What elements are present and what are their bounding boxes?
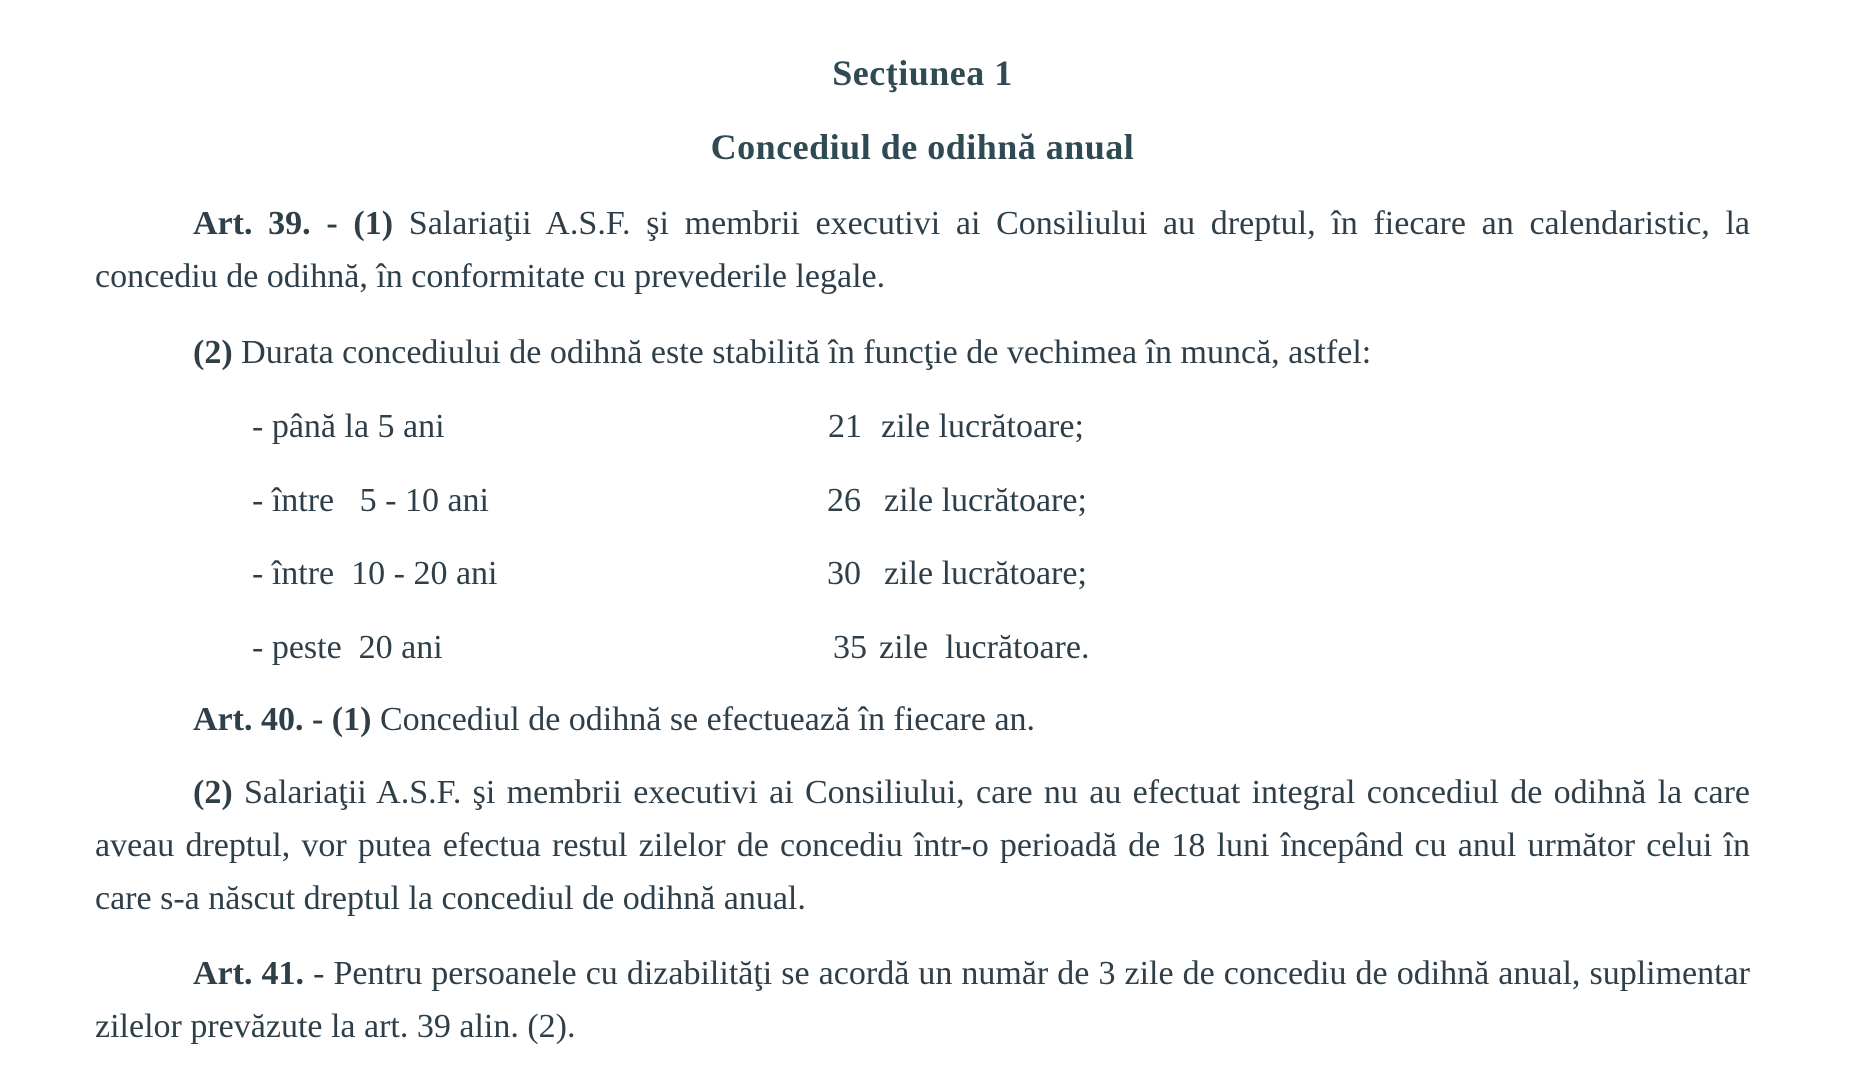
art39-paragraph-1 bbox=[95, 197, 1750, 303]
art40-p2-text: Salariaţii A.S.F. şi membrii executivi ai Consiliului, care nu au efectuat integral concediul de odihnă la care aveau dreptul, vor putea efectua restul zilelor de concediu într-o perioadă de 18 luni începând cu anul următor celui în care s-a născut dreptul la concediul de odihnă anual. bbox=[95, 774, 1750, 917]
item-label: - peste 20 ani bbox=[252, 629, 443, 666]
item-days: 35 bbox=[833, 629, 867, 666]
item-unit: zile lucrătoare; bbox=[881, 408, 1084, 445]
art39-p2-text: Durata concediului de odihnă este stabilită în funcţie de vechimea în muncă, astfel: bbox=[232, 334, 1372, 371]
art40-paragraph-2 bbox=[95, 766, 1750, 925]
art39-p1-text: Salariaţii A.S.F. şi membrii executivi ai Consiliului au dreptul, în fiecare an calendaristic, la concediu de odihnă, în conformitate cu prevederile legale. bbox=[95, 205, 1750, 295]
art40-p1-text: Concediul de odihnă se efectuează în fiecare an. bbox=[371, 701, 1036, 738]
art41-text: - Pentru persoanele cu dizabilităţi se acordă un număr de 3 zile de concediu de odihnă anual, suplimentar zilelor prevăzute la art. 39 alin. (2). bbox=[95, 955, 1751, 1045]
art40-p2-label: (2) bbox=[193, 774, 233, 811]
vacation-item-3 bbox=[252, 547, 1152, 600]
item-label: - până la 5 ani bbox=[252, 408, 445, 445]
item-unit: zile lucrătoare. bbox=[879, 629, 1090, 666]
item-unit: zile lucrătoare; bbox=[884, 555, 1087, 592]
vacation-item-2 bbox=[252, 474, 1152, 527]
item-label: - între 10 - 20 ani bbox=[252, 555, 498, 592]
art40-label: Art. 40. - (1) bbox=[193, 701, 372, 738]
art41-paragraph bbox=[95, 947, 1750, 1053]
vacation-item-1 bbox=[252, 400, 1152, 453]
art40-paragraph-1 bbox=[95, 693, 1750, 746]
vacation-item-4 bbox=[252, 621, 1152, 674]
art39-p2-label: (2) bbox=[193, 334, 233, 371]
item-label: - între 5 - 10 ani bbox=[252, 482, 489, 519]
section-subtitle: Concediul de odihnă anual bbox=[710, 127, 1135, 167]
art39-paragraph-2 bbox=[95, 326, 1750, 379]
art39-label: Art. 39. - (1) bbox=[193, 205, 394, 242]
item-unit: zile lucrătoare; bbox=[884, 482, 1087, 519]
item-days: 26 bbox=[827, 482, 861, 519]
art41-label: Art. 41. bbox=[193, 955, 305, 992]
section-title: Secţiunea 1 bbox=[832, 53, 1013, 93]
item-days: 21 bbox=[828, 408, 862, 445]
item-days: 30 bbox=[827, 555, 861, 592]
